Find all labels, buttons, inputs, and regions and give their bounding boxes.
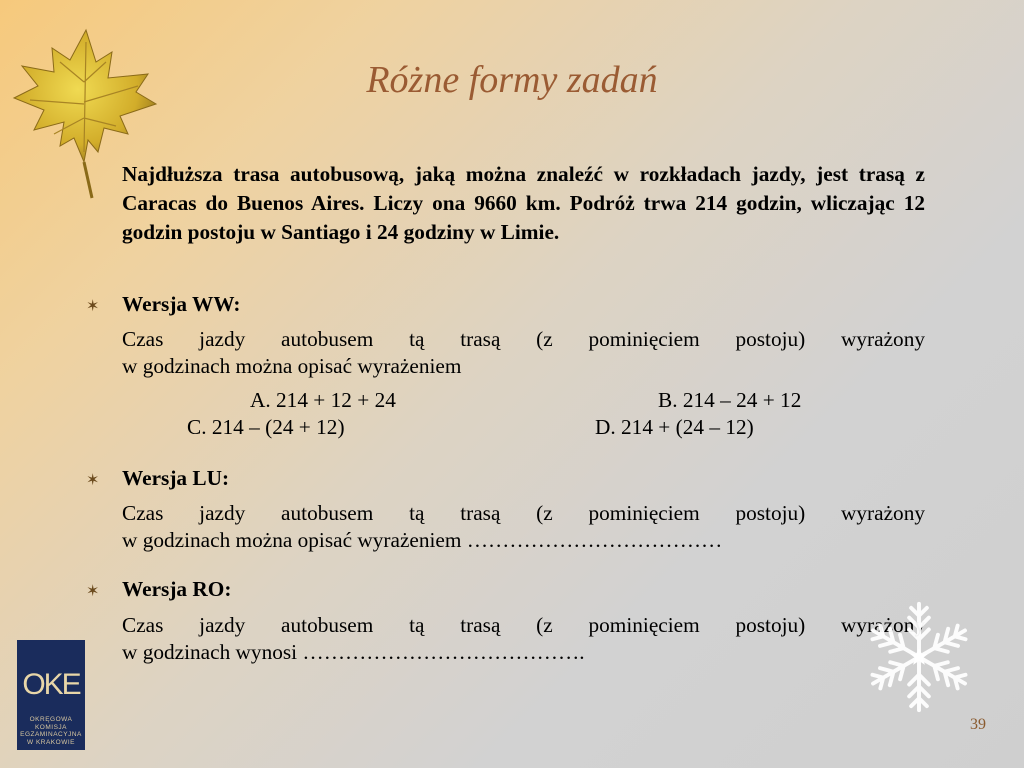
page-number: 39 <box>970 716 986 733</box>
bullet-star-icon: ✶ <box>86 298 100 315</box>
snowflake-icon <box>860 598 978 716</box>
version-ww-text-line1: Czas jazdy autobusem tą trasą (z pominięciem postoju) wyrażony <box>122 327 925 351</box>
version-ro-text-line1: Czas jazdy autobusem tą trasą (z pominięciem postoju) wyrażony <box>122 613 925 637</box>
oke-logo-organization: OKRĘGOWA KOMISJA EGZAMINACYJNA W KRAKOWIE <box>20 716 82 746</box>
option-c: C. 214 – (24 + 12) <box>187 415 345 439</box>
page-title: Różne formy zadań <box>366 59 658 101</box>
version-ww-text-line2: w godzinach można opisać wyrażeniem <box>122 354 462 378</box>
version-ro-text <box>122 612 925 666</box>
version-ro-text-line2: w godzinach wynosi …………………………………. <box>122 640 585 664</box>
bullet-star-icon: ✶ <box>86 472 100 489</box>
option-d: D. 214 + (24 – 12) <box>595 415 754 439</box>
version-lu-heading: Wersja LU: <box>122 466 230 490</box>
oke-logo-mark: OKE <box>22 668 80 701</box>
task-intro-paragraph: Najdłuższa trasa autobusową, jaką można znaleźć w rozkładach jazdy, jest trasą z Caracas do Buenos Aires. Liczy ona 9660 km. Podróż trwa 214 godzin, wliczając 12 godzin postoju w Santiago i 24 godziny w Limie. <box>122 162 925 244</box>
version-lu-text <box>122 500 925 554</box>
version-ww-heading: Wersja WW: <box>122 292 241 316</box>
oke-logo <box>17 640 85 750</box>
bullet-star-icon: ✶ <box>86 583 100 600</box>
version-ro-heading: Wersja RO: <box>122 577 232 601</box>
version-ww-text <box>122 326 925 380</box>
version-lu-text-line1: Czas jazdy autobusem tą trasą (z pominięciem postoju) wyrażony <box>122 501 925 525</box>
version-lu-text-line2: w godzinach można opisać wyrażeniem ……………………………… <box>122 528 723 552</box>
option-b: B. 214 – 24 + 12 <box>658 388 802 412</box>
option-a: A. 214 + 12 + 24 <box>250 388 396 412</box>
